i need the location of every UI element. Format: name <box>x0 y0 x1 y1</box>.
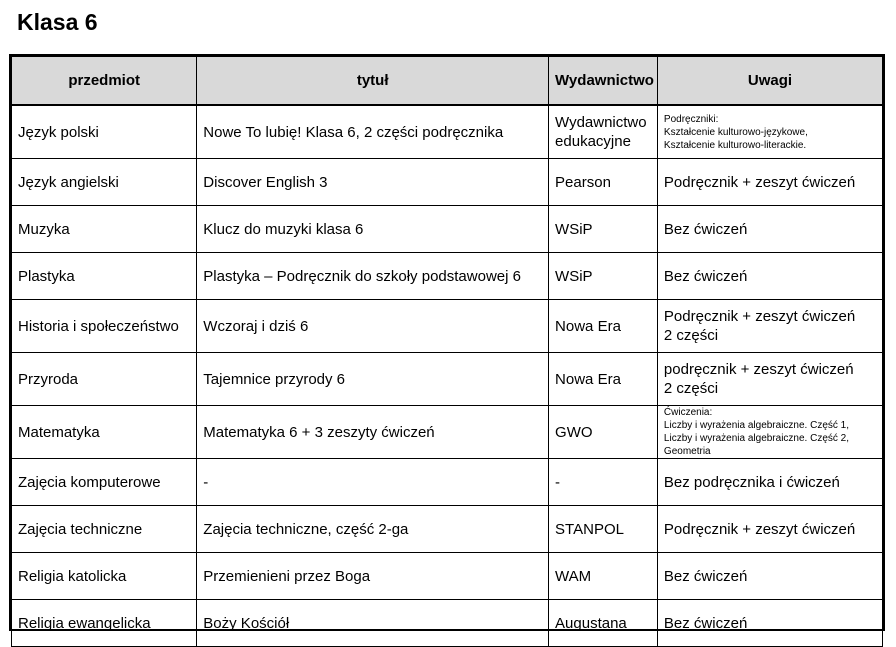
table-row <box>12 406 883 459</box>
cell-title: Zajęcia techniczne, część 2-ga <box>197 506 549 553</box>
publisher-line: WAM <box>555 567 592 585</box>
cell-title: Boży Kościół <box>197 600 549 647</box>
textbook-table-container <box>9 54 885 631</box>
notes-line: 2 części <box>663 327 719 344</box>
cell-title: Tajemnice przyrody 6 <box>197 353 549 406</box>
cell-title: Discover English 3 <box>197 159 549 206</box>
cell-subject: Religia katolicka <box>12 553 197 600</box>
cell-title: Klucz do muzyki klasa 6 <box>197 206 549 253</box>
table-row <box>12 253 883 300</box>
table-row <box>12 105 883 159</box>
cell-notes <box>657 159 882 206</box>
publisher-line: WSiP <box>555 220 593 238</box>
notes-line: Geometria <box>663 446 711 457</box>
cell-publisher <box>549 105 658 159</box>
publisher-line: Wydawnictwo <box>555 114 647 131</box>
cell-publisher <box>549 553 658 600</box>
notes-line: Podręcznik + zeszyt ćwiczeń <box>663 173 856 191</box>
cell-notes <box>657 406 882 459</box>
notes-line: Bez ćwiczeń <box>663 614 748 632</box>
table-row <box>12 206 883 253</box>
cell-title: Matematyka 6 + 3 zeszyty ćwiczeń <box>197 406 549 459</box>
notes-line: Bez ćwiczeń <box>663 567 748 585</box>
cell-title: Wczoraj i dziś 6 <box>197 300 549 353</box>
publisher-line: Nowa Era <box>555 370 621 388</box>
publisher-line: Nowa Era <box>555 317 621 335</box>
header-publisher: Wydawnictwo <box>549 57 658 106</box>
cell-notes <box>657 105 882 159</box>
publisher-line: STANPOL <box>555 520 624 538</box>
cell-subject: Religia ewangelicka <box>12 600 197 647</box>
notes-line: Liczby i wyrażenia algebraiczne. Część 2, <box>663 433 850 444</box>
notes-line: Podręczniki: <box>663 113 719 125</box>
cell-subject: Przyroda <box>12 353 197 406</box>
table-row <box>12 353 883 406</box>
cell-subject: Historia i społeczeństwo <box>12 300 197 353</box>
cell-publisher <box>549 300 658 353</box>
cell-publisher <box>549 353 658 406</box>
notes-line: Bez ćwiczeń <box>663 267 748 285</box>
header-title: tytuł <box>197 57 549 106</box>
notes-line: Kształcenie kulturowo-językowe, <box>663 126 808 138</box>
cell-publisher <box>549 600 658 647</box>
cell-notes <box>657 300 882 353</box>
table-header-row <box>12 57 883 106</box>
notes-line: Podręcznik + zeszyt ćwiczeń <box>663 520 856 538</box>
table-row <box>12 506 883 553</box>
publisher-line: Pearson <box>555 173 611 191</box>
cell-notes <box>657 600 882 647</box>
table-row <box>12 553 883 600</box>
cell-notes <box>657 253 882 300</box>
publisher-line: edukacyjne <box>555 133 631 150</box>
notes-line: 2 części <box>663 380 719 397</box>
notes-line: Kształcenie kulturowo-literackie. <box>663 139 807 151</box>
cell-notes <box>657 206 882 253</box>
cell-subject: Zajęcia komputerowe <box>12 459 197 506</box>
table-row <box>12 459 883 506</box>
cell-notes <box>657 459 882 506</box>
publisher-line: WSiP <box>555 267 593 285</box>
cell-title: Przemienieni przez Boga <box>197 553 549 600</box>
header-subject: przedmiot <box>12 57 197 106</box>
notes-line: Liczby i wyrażenia algebraiczne. Część 1, <box>663 420 850 431</box>
table-body <box>12 105 883 647</box>
publisher-line: Augustana <box>555 614 627 632</box>
notes-line: Ćwiczenia: <box>663 407 713 418</box>
notes-line: Bez ćwiczeń <box>663 220 748 238</box>
cell-publisher <box>549 406 658 459</box>
table-row <box>12 300 883 353</box>
table-row <box>12 159 883 206</box>
cell-publisher <box>549 459 658 506</box>
cell-subject: Zajęcia techniczne <box>12 506 197 553</box>
cell-publisher <box>549 206 658 253</box>
cell-title: Nowe To lubię! Klasa 6, 2 części podręcznika <box>197 105 549 159</box>
notes-line: Podręcznik + zeszyt ćwiczeń <box>663 308 856 325</box>
cell-subject: Plastyka <box>12 253 197 300</box>
textbook-table <box>11 56 883 647</box>
cell-subject: Język polski <box>12 105 197 159</box>
cell-publisher <box>549 253 658 300</box>
header-notes: Uwagi <box>657 57 882 106</box>
cell-notes <box>657 553 882 600</box>
publisher-line: GWO <box>555 423 593 441</box>
page-title: Klasa 6 <box>17 9 98 35</box>
notes-line: Bez podręcznika i ćwiczeń <box>663 473 840 491</box>
cell-subject: Matematyka <box>12 406 197 459</box>
publisher-line: - <box>555 473 561 491</box>
cell-notes <box>657 506 882 553</box>
notes-line: podręcznik + zeszyt ćwiczeń <box>663 361 854 378</box>
cell-publisher <box>549 506 658 553</box>
cell-subject: Muzyka <box>12 206 197 253</box>
cell-title: - <box>197 459 549 506</box>
cell-subject: Język angielski <box>12 159 197 206</box>
cell-notes <box>657 353 882 406</box>
cell-title: Plastyka – Podręcznik do szkoły podstawowej 6 <box>197 253 549 300</box>
table-row <box>12 600 883 647</box>
cell-publisher <box>549 159 658 206</box>
